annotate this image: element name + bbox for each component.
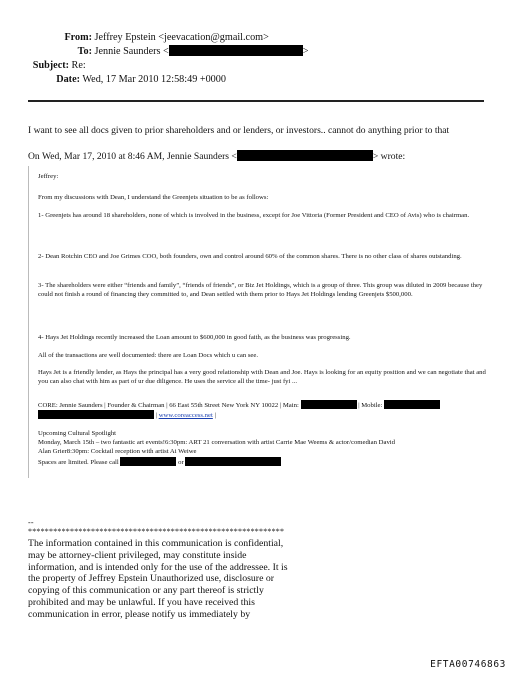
quoted-point-1: 1- Greenjets has around 18 shareholders, none of which is involved in the business, except for Joe Vittoria (Former President and CEO of Avis) who is chairman. bbox=[38, 212, 470, 219]
redaction-block bbox=[301, 400, 357, 409]
quoted-message bbox=[28, 166, 487, 478]
signature-separator: | bbox=[214, 412, 216, 419]
redaction-block bbox=[185, 457, 281, 466]
quoted-point-2: 2- Dean Rotchin CEO and Joe Grimes COO, both founders, own and control around 60% of the common shares. There is no other class of shares outstanding. bbox=[38, 253, 462, 260]
reply-text: I want to see all docs given to prior shareholders and or lenders, or investors.. cannot do anything prior to that bbox=[28, 125, 450, 136]
signature-line bbox=[38, 400, 488, 411]
to-label: To: bbox=[77, 46, 92, 57]
quoted-hays-jet: Hays Jet is a friendly lender, as Hays the principal has a very good relationship with Dean and Joe. Hays is looking for an equity position and we can negotiate that and you can also chat with him as part of ur due diligence. He uses the service all the time- just fyi ... bbox=[38, 369, 486, 385]
subject-value: Re: bbox=[71, 60, 86, 71]
signature-mobile: | Mobile: bbox=[358, 402, 383, 409]
subject-row bbox=[0, 59, 86, 72]
signature-link-row bbox=[38, 410, 488, 421]
redaction-block bbox=[384, 400, 440, 409]
date-label: Date: bbox=[56, 74, 80, 85]
from-row bbox=[0, 31, 269, 44]
spotlight-line-1: Monday, March 15th – two fantastic art events!6:30pm: ART 21 conversation with artist Carrie Mae Weems & actor/comedian David bbox=[38, 439, 395, 446]
redaction-block bbox=[169, 45, 303, 56]
from-label: From: bbox=[64, 32, 92, 43]
quoted-point-4: 4- Hays Jet Holdings recently increased the Loan amount to $600,000 in good faith, as the business was progressing. bbox=[38, 334, 351, 341]
date-row bbox=[0, 73, 226, 86]
redaction-block bbox=[38, 410, 154, 419]
star-divider: ************************************************************* bbox=[28, 527, 285, 536]
spaces-or: or bbox=[178, 459, 184, 466]
quoted-greeting: Jeffrey: bbox=[38, 173, 59, 180]
redaction-block bbox=[120, 457, 176, 466]
to-row bbox=[0, 45, 309, 58]
website-link[interactable]: www.coreaccess.net bbox=[158, 412, 213, 419]
subject-label: Subject: bbox=[32, 60, 69, 71]
signature-separator: | bbox=[155, 412, 158, 419]
quoted-transactions: All of the transactions are well documented: there are Loan Docs which u can see. bbox=[38, 352, 259, 359]
spotlight-line-2: Alan Grier8:30pm: Cocktail reception with artist Ai Weiwe bbox=[38, 448, 197, 455]
quoted-intro: From my discussions with Dean, I understand the Greenjets situation to be as follows: bbox=[38, 194, 269, 201]
spaces-line bbox=[38, 457, 488, 468]
signature-text: CORE: Jennie Saunders | Founder & Chairman | 66 East 55th Street New York NY 10022 | Main: bbox=[38, 402, 299, 409]
document-id: EFTA00746863 bbox=[430, 659, 506, 670]
redaction-block bbox=[237, 150, 373, 161]
header-divider bbox=[28, 100, 484, 102]
to-value: Jennie Saunders < bbox=[94, 46, 169, 57]
quote-intro-text: On Wed, Mar 17, 2010 at 8:46 AM, Jennie Saunders < bbox=[28, 151, 237, 162]
spotlight-title: Upcoming Cultural Spotlight bbox=[38, 430, 117, 437]
disclaimer-text: The information contained in this communication is confidential, may be attorney-client privileged, may constitute inside information, and is intended only for the use of the addressee. It is the property of Jeffrey Epstein Unauthorized use, disclosure or copying of this communication or any part thereof is strictly prohibited and may be unlawful. If you have received this communication in error, please notify us immediately by bbox=[28, 538, 288, 620]
quoted-point-3: 3- The shareholders were either “friends and family”, “friends of friends”, or Biz Jet Holdings, which is a group of three. This group was diluted in 2009 because they could not finish a round of financing they committed to, and Dean settled with them prior to Hays Jet Holdings lending Greenjets $500,000. bbox=[38, 282, 483, 298]
date-value: Wed, 17 Mar 2010 12:58:49 +0000 bbox=[82, 74, 226, 85]
signature-dashes: -- bbox=[28, 518, 34, 527]
quote-intro-end: > wrote: bbox=[372, 151, 406, 162]
spaces-text: Spaces are limited. Please call bbox=[38, 459, 119, 466]
from-value: Jeffrey Epstein <jeevacation@gmail.com> bbox=[94, 32, 269, 43]
to-close: > bbox=[302, 46, 309, 57]
quote-intro bbox=[28, 150, 405, 163]
